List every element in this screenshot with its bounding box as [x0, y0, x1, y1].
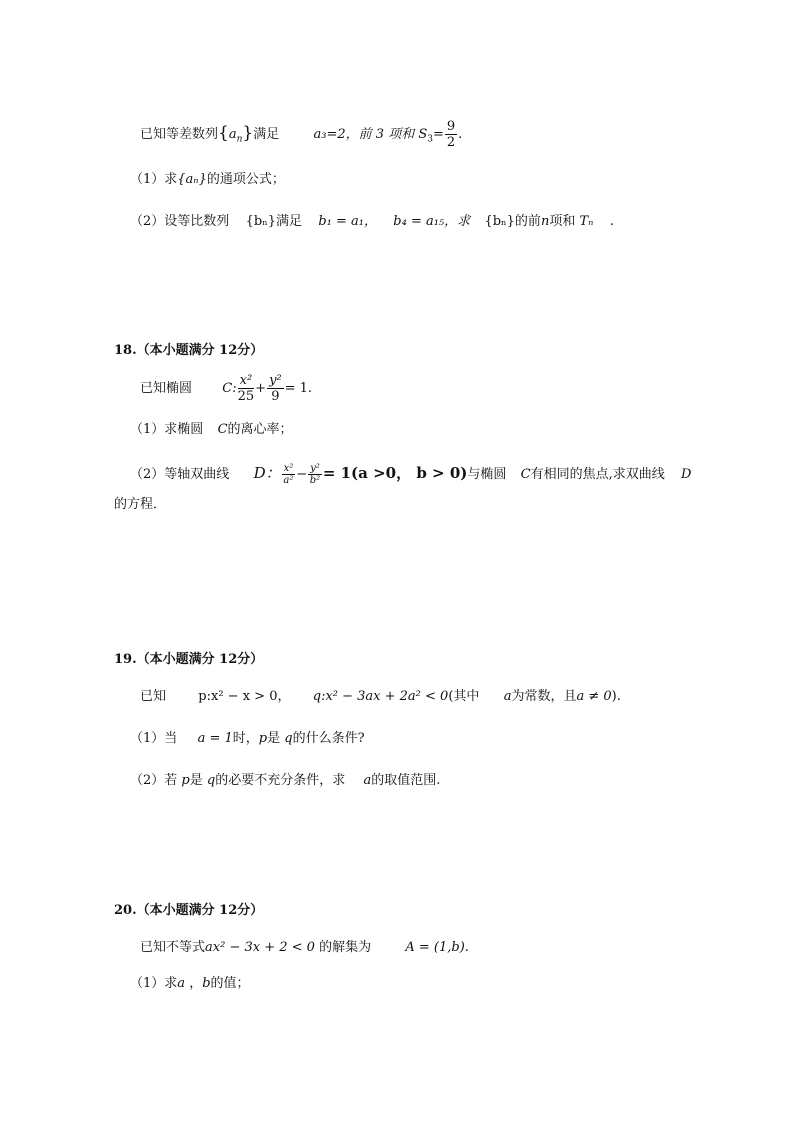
a-not-zero: a ≠ 0 [576, 689, 612, 704]
seq-var: a [228, 127, 237, 142]
q20-stem [140, 939, 469, 957]
paren-open: (其中 [448, 689, 480, 704]
frac-den: 25 [237, 389, 255, 404]
equals: = [432, 127, 444, 142]
period: . [609, 214, 614, 229]
q17-p2-seq: {bₙ}满足 [245, 214, 303, 229]
q-var: q [284, 731, 293, 746]
c-var: C [520, 467, 531, 482]
p-var: p [181, 773, 190, 788]
q18-stem [140, 372, 312, 406]
brace-right: } [242, 123, 254, 143]
q17-p1-text: 的通项公式； [206, 172, 285, 187]
q19-p1-t1: 时， [232, 731, 259, 746]
a-var: a [177, 976, 186, 991]
q19-p1-t3: 的什么条件? [292, 731, 365, 746]
q19-p1-label: （1）当 [130, 731, 178, 746]
q17-p2-cond2: b₄ = a₁₅，求 [393, 214, 471, 229]
q17-p2-cond1: b₁ = a₁， [318, 214, 377, 229]
b-var: b [202, 976, 211, 991]
p-var: p [258, 731, 268, 746]
fraction-x2-a2 [282, 463, 296, 486]
frac-den: 9 [271, 389, 280, 404]
q20-p1-text: 的值； [210, 976, 250, 991]
a-var: a [363, 773, 372, 788]
plus: + [255, 381, 267, 396]
equals-one: = 1. [284, 381, 313, 396]
q20-part1 [130, 975, 250, 993]
q18-p2-label: （2）等轴双曲线 [130, 467, 230, 482]
q17-p1-seq: {aₙ} [177, 172, 207, 187]
q17-condition: a₃=2，前 3 项和 [313, 127, 415, 142]
q-proposition: q:x² − 3ax + 2a² < 0 [312, 689, 449, 704]
q19-part1 [130, 730, 365, 748]
fraction-y2-b2 [308, 463, 322, 486]
d-var: D [681, 467, 692, 482]
q18-part2 [130, 456, 691, 490]
q19-p2-t3: 的取值范围. [371, 773, 441, 788]
sum-var: S [418, 127, 428, 142]
q19-p2-label: （2）若 [130, 773, 178, 788]
hyperbola-condition: = 1(a >0， b > 0) [322, 464, 468, 482]
separator: ， [189, 976, 203, 991]
q19-stem [140, 688, 621, 706]
brace-left: { [218, 123, 229, 143]
q19-p2-t2: 的必要不充分条件，求 [215, 773, 346, 788]
p-proposition: p:x² − x > 0， [198, 689, 291, 704]
frac-den: a² [283, 475, 294, 486]
q18-p1-text: 的离心率； [227, 422, 293, 437]
q17-part2 [130, 213, 614, 231]
frac-den: 2 [446, 135, 456, 150]
q19-part2 [130, 772, 440, 790]
a-equals-one: a = 1 [197, 731, 233, 746]
fraction-9-2 [445, 119, 457, 150]
c-var: C [217, 422, 228, 437]
q19-p1-t2: 是 [267, 731, 281, 746]
frac-num: 9 [446, 119, 456, 134]
d-label: D： [253, 464, 281, 482]
q18-p1-label: （1）求椭圆 [130, 422, 204, 437]
q17-stem [140, 118, 462, 148]
q17-stem-mid: 满足 [253, 127, 280, 142]
q17-p2-text: 项和 [549, 214, 576, 229]
q18-part2-tail: 的方程． [114, 497, 167, 512]
q17-part1 [130, 171, 285, 189]
q20-stem-prefix: 已知不等式 [140, 940, 206, 955]
paren-close: ). [611, 689, 621, 704]
q18-p2-text2: 有相同的焦点,求双曲线 [530, 467, 665, 482]
minus: − [296, 467, 308, 482]
sum-sub: 3 [427, 134, 433, 145]
q-var: q [206, 773, 216, 788]
q19-stem-prefix: 已知 [140, 689, 167, 704]
fraction-x2-25 [238, 373, 255, 404]
a-var: a [503, 689, 512, 704]
q19-heading: 19.（本小题满分 12分） [114, 652, 264, 667]
q17-stem-prefix: 已知等差数列 [140, 127, 219, 142]
solution-set: A = (1,b). [405, 940, 469, 955]
q20-p1-label: （1）求 [130, 976, 178, 991]
frac-den: b² [309, 475, 321, 486]
q18-part1 [130, 421, 293, 439]
q17-p2-seq2: {bₙ}的前 [484, 214, 541, 229]
period: . [458, 127, 463, 142]
q18-stem-prefix: 已知椭圆 [140, 381, 193, 396]
q17-p1-label: （1）求 [130, 172, 178, 187]
frac-num: x² [239, 373, 253, 388]
q18-heading: 18.（本小题满分 12分） [114, 343, 264, 358]
t-var: Tₙ [579, 214, 594, 229]
q18-p2-text1: 与椭圆 [467, 467, 507, 482]
n-var: n [540, 214, 550, 229]
frac-num: y² [269, 373, 282, 388]
seq-sub: n [236, 134, 243, 145]
fraction-y2-9 [267, 373, 284, 404]
ellipse-label: C: [222, 381, 237, 396]
q20-heading: 20.（本小题满分 12分） [114, 903, 264, 918]
q20-stem-mid: 的解集为 [319, 940, 372, 955]
q19-const-text: 为常数，且 [511, 689, 577, 704]
q17-p2-label: （2）设等比数列 [130, 214, 230, 229]
q19-p2-t1: 是 [189, 773, 203, 788]
inequality: ax² − 3x + 2 < 0 [205, 940, 315, 955]
frac-num: x² [283, 463, 294, 474]
frac-num: y² [310, 463, 320, 474]
